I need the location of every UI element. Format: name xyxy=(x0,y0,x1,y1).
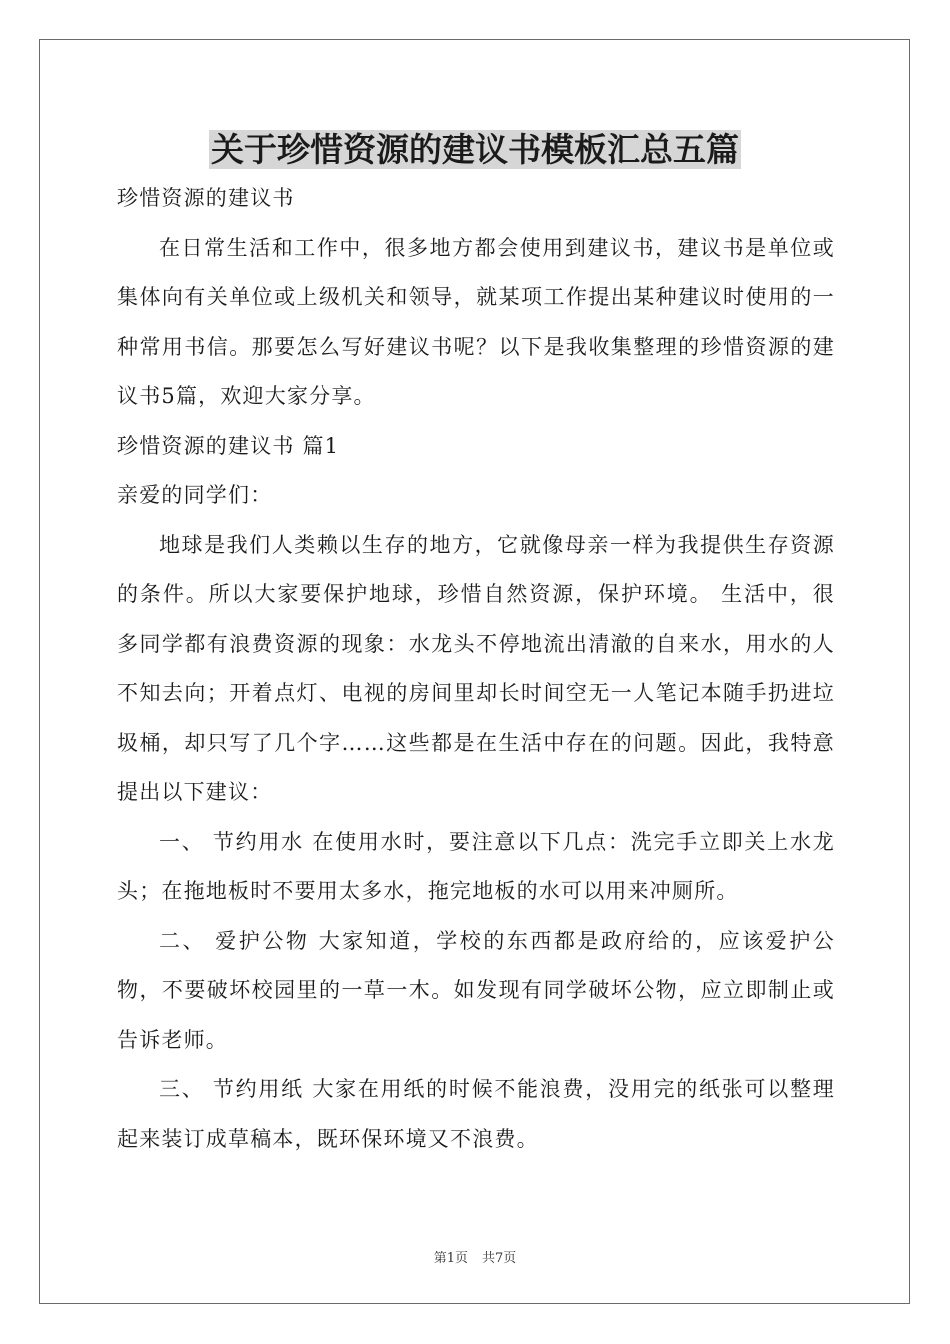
page-total: 共7页 xyxy=(482,1251,517,1266)
salutation: 亲爱的同学们： xyxy=(117,483,273,507)
section-heading: 珍惜资源的建议书 xyxy=(117,186,295,210)
suggestion-item: 一、 节约用水 在使用水时，要注意以下几点：洗完手立即关上水龙头；在拖地板时不要用太多水，拖完地板的水可以用来冲厕所。 xyxy=(117,829,835,903)
page-footer xyxy=(0,1247,950,1266)
document-body xyxy=(117,174,835,1164)
suggestion-item: 三、 节约用纸 大家在用纸的时候不能浪费，没用完的纸张可以整理起来装订成草稿本，既环保环境又不浪费。 xyxy=(117,1077,835,1151)
intro-paragraph: 在日常生活和工作中，很多地方都会使用到建议书，建议书是单位或集体向有关单位或上级机关和领导，就某项工作提出某种建议时使用的一种常用书信。那要怎么写好建议书呢？以下是我收集整理的珍惜资源的建议书5篇，欢迎大家分享。 xyxy=(117,235,835,408)
page-number: 第1页 xyxy=(433,1251,468,1266)
document-title-text: 关于珍惜资源的建议书模板汇总五篇 xyxy=(211,130,739,169)
body-paragraph: 地球是我们人类赖以生存的地方，它就像母亲一样为我提供生存资源的条件。所以大家要保护地球，珍惜自然资源，保护环境。 生活中，很多同学都有浪费资源的现象：水龙头不停地流出清澈的自来水，用水的人不知去向；开着点灯、电视的房间里却长时间空无一人笔记本随手扔进垃圾桶，却只写了几个字……这些都是在生活中存在的问题。因此，我特意提出以下建议： xyxy=(117,532,835,804)
section-heading: 珍惜资源的建议书 篇1 xyxy=(117,433,340,458)
document-title xyxy=(0,126,950,174)
suggestion-item: 二、 爱护公物 大家知道，学校的东西都是政府给的，应该爱护公物，不要破坏校园里的一草一木。如发现有同学破坏公物，应立即制止或告诉老师。 xyxy=(117,928,835,1052)
